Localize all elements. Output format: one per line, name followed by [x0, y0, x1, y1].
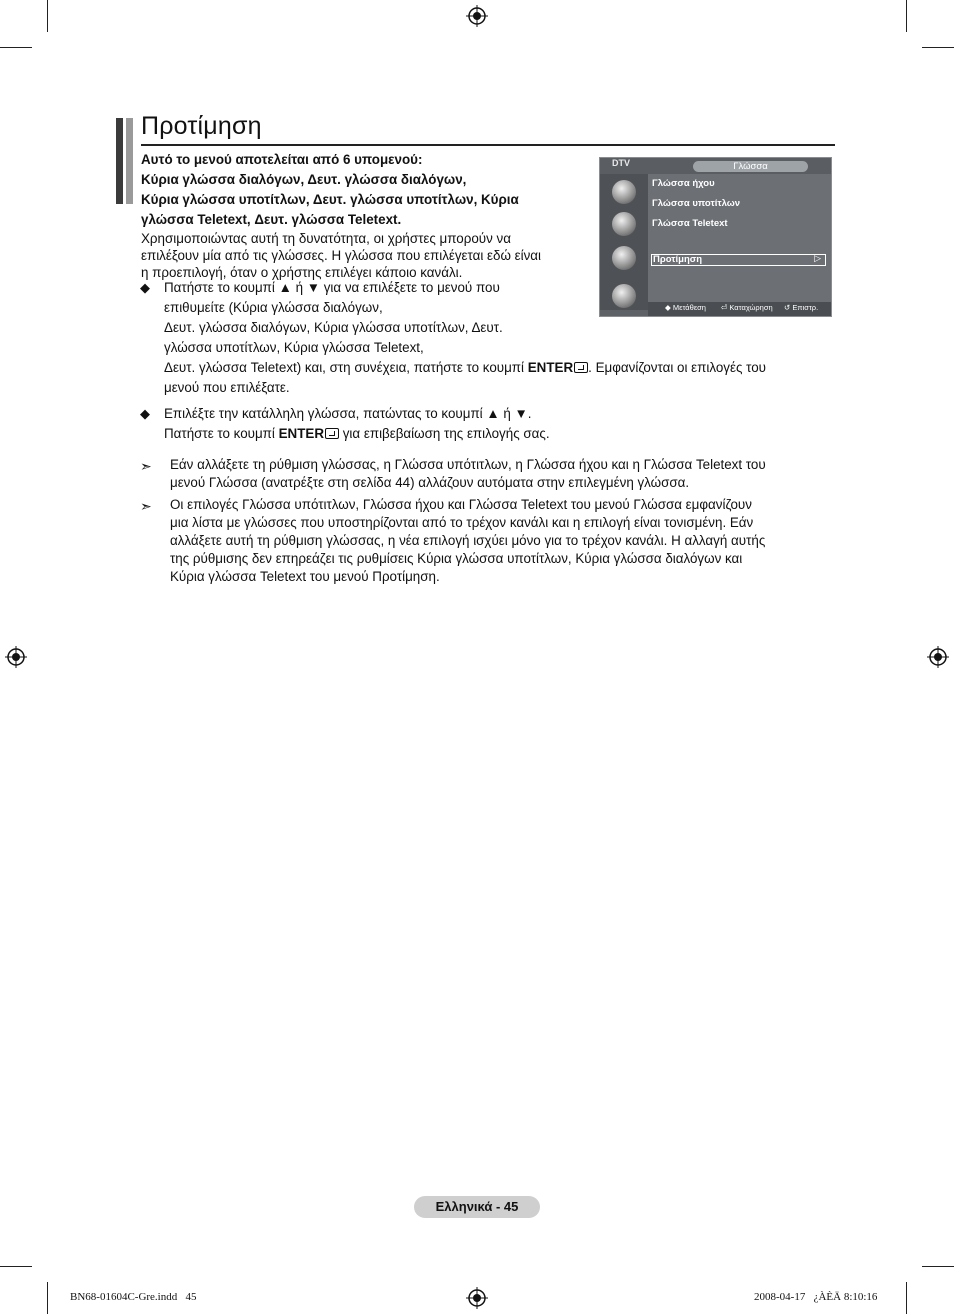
- note-line: της ρύθμισης δεν επηρεάζει τις ρυθμίσεις Κύρια γλώσσα υποτίτλων, Κύρια γλώσσα διαλόγων και: [170, 551, 743, 566]
- sound-icon: [612, 212, 636, 236]
- intro-text-line: η προεπιλογή, όταν ο χρήστης επιλέγει κάποιο κανάλι.: [141, 265, 463, 280]
- bullet-text: Δευτ. γλώσσα Teletext) και, στη συνέχεια, πατήστε το κουμπί: [164, 360, 528, 375]
- bullet-text: Πατήστε το κουμπί: [164, 426, 279, 441]
- crop-mark: [0, 1266, 32, 1267]
- return-hint-label: Επιστρ.: [792, 303, 819, 312]
- crop-mark: [47, 1282, 48, 1314]
- note-line: μια λίστα με γλώσσες που υποστηρίζονται από το τρέχον κανάλι και η επιλογή είναι τονισμένη. Εάν: [170, 515, 754, 530]
- bullet-line: Επιλέξτε την κατάλληλη γλώσσα, πατώντας το κουμπί ▲ ή ▼.: [164, 406, 532, 421]
- enter-hint-label: Καταχώρηση: [729, 303, 773, 312]
- crop-mark: [906, 0, 907, 32]
- tv-menu-sidebar: [600, 174, 648, 310]
- tv-menu-screenshot: [599, 157, 832, 317]
- intro-bold-line: γλώσσα Teletext, Δευτ. γλώσσα Teletext.: [141, 212, 402, 227]
- tv-menu-selected-item: [651, 254, 826, 266]
- note-block: [140, 496, 840, 586]
- enter-key-label: ENTER: [278, 426, 325, 441]
- tv-menu-item: Γλώσσα ήχου: [652, 178, 715, 189]
- crop-mark: [47, 0, 48, 32]
- intro-section: [141, 150, 586, 281]
- return-hint: ↺ Επιστρ.: [784, 303, 819, 312]
- diamond-bullet-icon: ◆: [140, 406, 150, 421]
- bullet-line: Δευτ. γλώσσα διαλόγων, Κύρια γλώσσα υποτίτλων, Δευτ.: [164, 320, 503, 335]
- enter-icon: [574, 362, 588, 373]
- date-info: 2008-04-17 ¿ÀÈÄ 8:10:16: [754, 1291, 878, 1303]
- enter-icon: [325, 428, 339, 439]
- registration-mark-icon: [5, 646, 27, 668]
- registration-mark-icon: [466, 5, 488, 27]
- title-accent-bar: [116, 118, 123, 204]
- diamond-bullet-icon: ◆: [140, 280, 150, 295]
- bullet-line: Πατήστε το κουμπί ▲ ή ▼ για να επιλέξετε το μενού που: [164, 280, 500, 295]
- tv-menu-list: [648, 174, 831, 308]
- bullet-line: [164, 358, 834, 378]
- tv-menu-tab: Γλώσσα: [693, 161, 808, 172]
- bullet-line: γλώσσα υποτίτλων, Κύρια γλώσσα Teletext,: [164, 340, 424, 355]
- move-hint: ◆ Μετάθεση: [665, 303, 706, 312]
- crop-mark: [922, 47, 954, 48]
- intro-text-line: επιλέξουν μία από τις γλώσσες. Η γλώσσα που επιλέγεται εδώ είναι: [141, 248, 542, 263]
- tv-menu-hints: [648, 302, 831, 316]
- submenu-arrow-icon: ▷: [814, 253, 821, 263]
- page-title: Προτίμηση: [141, 112, 262, 140]
- enter-hint: ⏎ Καταχώρηση: [721, 303, 773, 312]
- note-block: [140, 456, 840, 492]
- registration-mark-icon: [466, 1287, 488, 1309]
- bullet-text: . Εμφανίζονται οι επιλογές του: [588, 360, 766, 375]
- note-line: μενού Γλώσσα (ανατρέξτε στη σελίδα 44) αλλάζουν αυτόματα στην επιλεγμένη γλώσσα.: [170, 475, 690, 490]
- title-divider: [141, 144, 835, 146]
- bullet-line: μενού που επιλέξατε.: [164, 380, 290, 395]
- file-info: BN68-01604C-Gre.indd 45: [70, 1291, 197, 1303]
- tv-menu-item: Γλώσσα Teletext: [652, 218, 728, 229]
- enter-key-label: ENTER: [527, 360, 574, 375]
- tv-menu-item: Γλώσσα υποτίτλων: [652, 198, 741, 209]
- crop-mark: [0, 47, 32, 48]
- note-line: Εάν αλλάξετε τη ρύθμιση γλώσσας, η Γλώσσα υπότιτλων, η Γλώσσα ήχου και η Γλώσσα Teletext του: [170, 457, 766, 472]
- instruction-bullet: [140, 404, 834, 444]
- tv-menu-item: Προτίμηση: [653, 254, 703, 265]
- intro-bold-line: Κύρια γλώσσα διαλόγων, Δευτ. γλώσσα διαλόγων,: [141, 172, 467, 187]
- picture-icon: [612, 180, 636, 204]
- note-line: Κύρια γλώσσα Teletext του μενού Προτίμηση.: [170, 569, 440, 584]
- note-line: αλλάξετε αυτή τη ρύθμιση γλώσσας, η νέα επιλογή ισχύει μόνο για το τρέχον κανάλι. Η αλλαγή αυτής: [170, 533, 766, 548]
- note-line: Οι επιλογές Γλώσσα υπότιτλων, Γλώσσα ήχου και Γλώσσα Teletext του μενού Γλώσσα εμφανίζουν: [170, 497, 752, 512]
- intro-bold-line: Κύρια γλώσσα υποτίτλων, Δευτ. γλώσσα υποτίτλων, Κύρια: [141, 192, 519, 207]
- bullet-line: [164, 424, 834, 444]
- page-number-badge: Ελληνικά - 45: [414, 1196, 540, 1218]
- note-arrow-icon: ➣: [140, 498, 152, 514]
- tv-source-label: DTV: [612, 158, 630, 168]
- crop-mark: [922, 1266, 954, 1267]
- move-hint-label: Μετάθεση: [672, 303, 706, 312]
- bullet-line: επιθυμείτε (Κύρια γλώσσα διαλόγων,: [164, 300, 383, 315]
- bullet-text: για επιβεβαίωση της επιλογής σας.: [339, 426, 550, 441]
- intro-bold-line: Αυτό το μενού αποτελείται από 6 υπομενού:: [141, 152, 423, 167]
- note-arrow-icon: ➣: [140, 458, 152, 474]
- setup-gear-icon: [612, 246, 636, 270]
- input-icon: [612, 284, 636, 308]
- registration-mark-icon: [927, 646, 949, 668]
- crop-mark: [906, 1282, 907, 1314]
- intro-text-line: Χρησιμοποιώντας αυτή τη δυνατότητα, οι χρήστες μπορούν να: [141, 231, 511, 246]
- title-accent-bar: [126, 118, 133, 204]
